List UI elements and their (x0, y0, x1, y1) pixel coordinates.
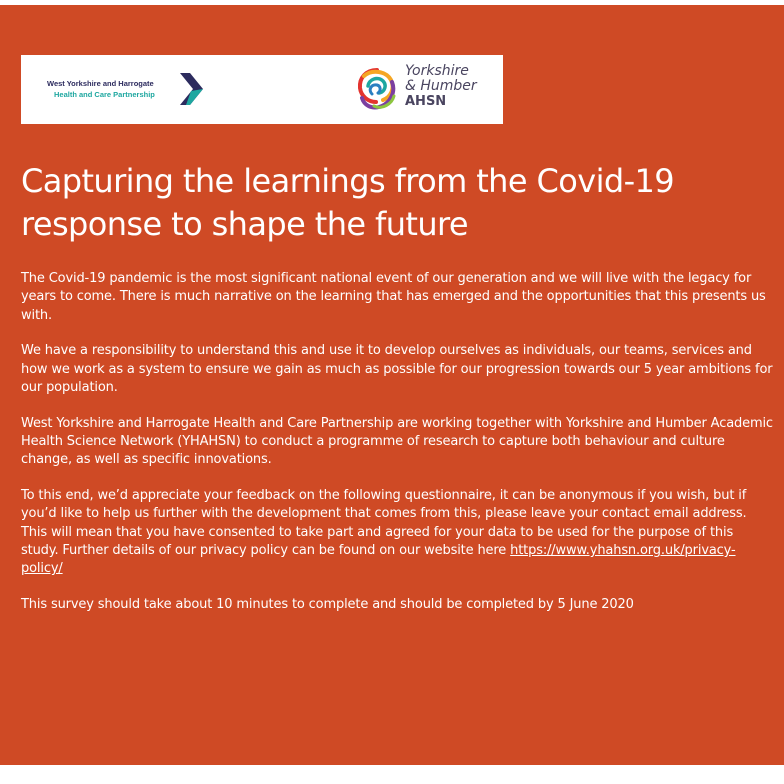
ahsn-logo-line2: & Humber (405, 78, 477, 94)
ahsn-swirl-icon (354, 66, 400, 112)
intro-paragraph-5: This survey should take about 10 minutes to complete and should be completed by 5 June 2020 (21, 597, 634, 613)
page-title: Capturing the learnings from the Covid-19 response to shape the future (21, 162, 675, 243)
partnership-logo (47, 72, 207, 108)
consent-text: To this end, we’d appreciate your feedback on the following questionnaire, it can be anonymous if you wish, but if you’d like to help us further with the development that comes from this, please leave your contact email address. This will mean that you have consented to take part and agreed for your data to be used for the purpose of this study. Further details of our privacy policy can be found on our website here (21, 488, 747, 559)
ahsn-logo (354, 63, 494, 117)
logo-box (21, 55, 503, 124)
ahsn-logo-line1: Yorkshire (405, 63, 469, 79)
ahsn-logo-text (405, 64, 477, 109)
chevron-icon (178, 72, 204, 106)
partnership-logo-line2: Health and Care Partnership (54, 90, 155, 99)
survey-description (21, 270, 773, 632)
intro-paragraph-4 (21, 487, 773, 578)
ahsn-logo-line3: AHSN (405, 94, 447, 109)
intro-paragraph-2: We have a responsibility to understand this and use it to develop ourselves as individuals, our teams, services and how we work as a system to ensure we gain as much as possible for our progression towards our 5 year ambitions for our population. (21, 343, 773, 395)
intro-paragraph-3: West Yorkshire and Harrogate Health and Care Partnership are working together with Yorkshire and Humber Academic Health Science Network (YHAHSN) to conduct a programme of research to capture both behaviour and culture change, as well as specific innovations. (21, 415, 773, 468)
partnership-logo-line1: West Yorkshire and Harrogate (47, 79, 154, 88)
page-bottom-strip (0, 765, 784, 784)
intro-paragraph-1: The Covid-19 pandemic is the most significant national event of our generation and we will live with the legacy for years to come. There is much narrative on the learning that has emerged and the opportunities that this presents us with. (21, 271, 766, 323)
privacy-policy-link[interactable]: https://www.yhahsn.org.uk/privacy-policy/ (21, 543, 736, 577)
